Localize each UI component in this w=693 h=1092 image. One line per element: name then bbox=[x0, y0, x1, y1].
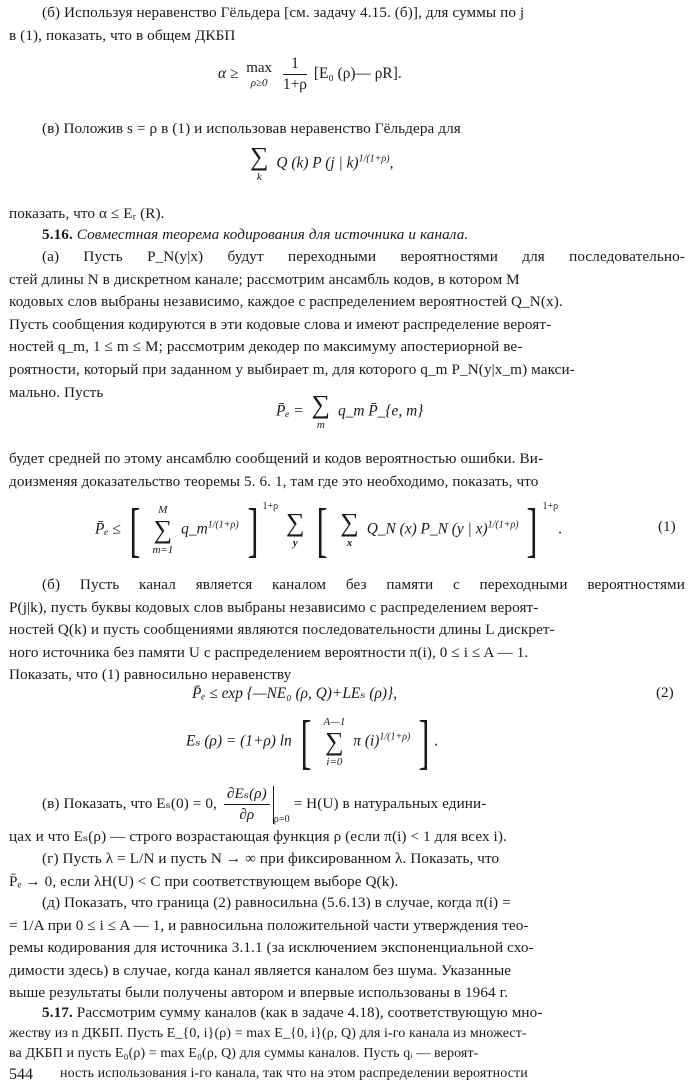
sum-operator bbox=[250, 144, 269, 184]
text-span: = H(U) в натуральных едини- bbox=[293, 795, 487, 812]
text-line: ва ДКБП и пусть E₀(ρ) = max E₀(ρ, Q) для суммы каналов. Пусть qᵢ — вероят- bbox=[9, 1046, 479, 1061]
max-operator bbox=[246, 60, 272, 90]
text-line: димости здесь) в случае, когда канал является каналом без шума. Указанные bbox=[9, 961, 512, 979]
text-line: ность использования i-го канала, так что на этом распределении вероятности bbox=[60, 1066, 528, 1081]
left-bracket: [ bbox=[300, 709, 312, 775]
text-line: стей длины N в дискретном канале; рассмотрим ансамбль кодов, в котором M bbox=[9, 270, 520, 288]
right-bracket: ] bbox=[247, 497, 259, 563]
equation-1: P̄ₑ ≤ [ M ∑ m=1 $q\_m^{1/(1+\rho)}$ ] $^{1+\rho}$ ∑ y [ ∑ x Q_N (x) P_N (y | x)$^{1/(1+\rho)}$ ] $^{1+\rho}$. bbox=[95, 497, 562, 563]
left-bracket: [ bbox=[316, 497, 328, 563]
section-5-17-continued bbox=[9, 1024, 685, 1064]
eq-lhs: P̄ₑ ≤ exp {—NE₀ (ρ, Q)+LEₛ (ρ)}, bbox=[192, 685, 397, 702]
equation-pe-average bbox=[276, 392, 423, 432]
sigma-symbol: ∑ bbox=[250, 142, 269, 171]
equation-2 bbox=[192, 684, 397, 703]
text-line: Рассмотрим сумму каналов (как в задаче 4.18), соответствующую мно- bbox=[76, 1004, 543, 1021]
equation-alpha-bound bbox=[218, 54, 402, 95]
term-exponent: 1/(1+ρ) bbox=[487, 519, 519, 531]
text-line: жеству из n ДКБП. Пусть E_{0, i}(ρ) = max E_{0, i}(ρ, Q) для i-го канала из множест- bbox=[9, 1026, 527, 1041]
term-exponent: 1/(1+ρ) bbox=[379, 731, 411, 743]
text-line: P̄ₑ → 0, если λH(U) < C при соответствующем выборе Q(k). bbox=[9, 872, 399, 890]
sum-exponent: 1/(1+ρ) bbox=[358, 153, 390, 165]
eq-lhs: Eₛ (ρ) = (1+ρ) ln bbox=[186, 732, 292, 750]
eq-rhs: [E₀ (ρ)— ρR]. bbox=[313, 65, 402, 83]
sum-operator-m bbox=[152, 503, 173, 557]
sigma-symbol: ∑ bbox=[340, 508, 359, 537]
sum-subscript: m bbox=[316, 419, 325, 431]
fraction bbox=[283, 54, 307, 95]
sigma-symbol: ∑ bbox=[325, 727, 344, 756]
text-line: ностей q_m, 1 ≤ m ≤ M; рассмотрим декодер по максимуму апостериорной ве- bbox=[9, 338, 523, 356]
text-line: роятности, который при заданном y выбирает m, для которого q_m P_N(y|x_m) макси- bbox=[9, 360, 575, 378]
text-line: Показать, что (1) равносильно неравенству bbox=[9, 666, 292, 684]
text-line: будет средней по этому ансамблю сообщений и кодов вероятностью ошибки. Ви- bbox=[9, 450, 544, 467]
tail-exponent: 1+ρ bbox=[542, 501, 559, 513]
section-title: Совместная теорема кодирования для источника и канала. bbox=[76, 226, 469, 243]
text-line: (б) Пусть канал является каналом без памяти с переходными вероятностями bbox=[42, 576, 685, 593]
text-line: цах и что Eₛ(ρ) — строго возрастающая функция ρ (если π(i) < 1 для всех i). bbox=[9, 828, 507, 845]
eq-lhs: α ≥ bbox=[218, 65, 239, 83]
eq-lhs: P̄ₑ ≤ bbox=[95, 520, 121, 538]
sum-operator bbox=[312, 392, 331, 432]
evaluation-subscript: ρ=0 bbox=[273, 814, 290, 826]
sum-lower-limit: i=0 bbox=[326, 756, 343, 768]
text-span: (в) Показать, что Eₛ(0) = 0, bbox=[42, 795, 217, 812]
text-line: (в) Положив s = ρ в (1) и использовав неравенство Гёльдера для bbox=[42, 120, 461, 137]
equation-es bbox=[186, 709, 439, 775]
right-bracket: ] bbox=[418, 709, 430, 775]
equation-sum-q bbox=[246, 144, 393, 184]
text-line: Пусть сообщения кодируются в эти кодовые слова и имеют распределение вероят- bbox=[9, 315, 552, 333]
term-qn-pn: Q_N (x) P_N (y | x) bbox=[366, 520, 488, 538]
max-subscript: ρ≥0 bbox=[250, 76, 268, 89]
section-5-17 bbox=[9, 1002, 685, 1025]
paragraph-5-16-a bbox=[9, 246, 685, 404]
page-number: 544 bbox=[9, 1066, 33, 1083]
fraction-numerator: 1 bbox=[283, 54, 307, 75]
sum-tail: , bbox=[389, 154, 394, 172]
text-line: (г) Пусть λ = L/N и пусть N → ∞ при фиксированном λ. Показать, что bbox=[42, 850, 500, 867]
sum-subscript: k bbox=[256, 171, 262, 183]
text-line: мально. Пусть bbox=[9, 383, 104, 401]
paragraph-5-16-b bbox=[9, 574, 685, 687]
paragraph-5-16-v bbox=[9, 782, 685, 849]
left-bracket: [ bbox=[129, 497, 141, 563]
sum-subscript: y bbox=[292, 537, 298, 549]
sum-operator-y bbox=[286, 510, 305, 550]
paragraph-5-16-d bbox=[9, 892, 685, 1005]
paragraph-pe-average bbox=[9, 448, 685, 493]
max-label: max bbox=[246, 59, 273, 76]
text-line: ностей Q(k) и пусть сообщениями являются последовательности длины L дискрет- bbox=[9, 621, 555, 639]
eq-rhs: q_m P̄_{e, m} bbox=[337, 402, 424, 420]
text-line: (б) Используя неравенство Гёльдера [см. задачу 4.15. (б)], для суммы по j bbox=[42, 4, 525, 21]
text-line: кодовых слов выбраны независимо, каждое с распределением вероятностей Q_N(x). bbox=[9, 293, 563, 311]
paragraph-b-hoelder bbox=[9, 2, 685, 47]
paragraph-v-set-s bbox=[9, 118, 685, 141]
sigma-symbol: ∑ bbox=[286, 508, 305, 537]
section-5-16 bbox=[9, 224, 685, 247]
text-line: P(j|k), пусть буквы кодовых слов выбраны независимо с распределением вероят- bbox=[9, 598, 539, 616]
fraction-denominator: ∂ρ bbox=[239, 806, 255, 824]
sum-body: Q (k) P (j | k) bbox=[276, 154, 359, 172]
equation-number-2: (2) bbox=[656, 684, 674, 701]
sum-operator-x bbox=[340, 510, 359, 550]
text-line: ного источника без памяти U с распределением вероятности π(i), 0 ≤ i ≤ A — 1. bbox=[9, 643, 529, 661]
text-line: (а) Пусть P_N(y|x) будут переходными вероятностями для последовательно- bbox=[42, 248, 685, 265]
paragraph-5-16-g bbox=[9, 848, 685, 893]
section-number: 5.16. bbox=[42, 226, 73, 243]
text-line: доизменяя доказательство теоремы 5. 6. 1, там где это необходимо, показать, что bbox=[9, 472, 539, 490]
text-line: ремы кодирования для источника 3.1.1 (за исключением экспоненциальной схо- bbox=[9, 939, 534, 957]
derivative-fraction bbox=[224, 784, 270, 825]
right-bracket: ] bbox=[526, 497, 538, 563]
sum-operator-i bbox=[323, 715, 345, 769]
text-line: показать, что α ≤ Eᵣ (R). bbox=[9, 205, 165, 222]
fraction-denominator: 1+ρ bbox=[282, 76, 307, 93]
outer-exponent: 1+ρ bbox=[262, 501, 279, 513]
eq-tail: . bbox=[434, 732, 439, 750]
term-exponent: 1/(1+ρ) bbox=[207, 519, 239, 531]
sigma-symbol: ∑ bbox=[311, 390, 331, 419]
fraction-numerator: ∂Eₛ(ρ) bbox=[224, 784, 270, 805]
paragraph-show-er bbox=[9, 203, 685, 226]
sum-subscript: x bbox=[346, 537, 353, 549]
eq-lhs: P̄ₑ = bbox=[276, 402, 304, 420]
term-qm: q_m bbox=[181, 520, 208, 538]
sum-lower-limit: m=1 bbox=[152, 544, 174, 556]
section-5-17-last-line bbox=[60, 1064, 680, 1086]
text-line: выше результаты были получены автором и впервые использованы в 1964 г. bbox=[9, 984, 509, 1002]
equation-number-1: (1) bbox=[658, 518, 676, 535]
text-line: (д) Показать, что граница (2) равносильна (5.6.13) в случае, когда π(i) = bbox=[42, 894, 511, 911]
term-pi: π (i) bbox=[353, 732, 380, 750]
text-line: = 1/A при 0 ≤ i ≤ A — 1, и равносильна положительной части утверждения тео- bbox=[9, 916, 529, 934]
sum-upper-limit: A—1 bbox=[323, 716, 346, 728]
sum-upper-limit: M bbox=[158, 504, 168, 516]
text-line: в (1), показать, что в общем ДКБП bbox=[9, 26, 236, 44]
section-number: 5.17. bbox=[42, 1004, 73, 1021]
sigma-symbol: ∑ bbox=[153, 515, 173, 544]
